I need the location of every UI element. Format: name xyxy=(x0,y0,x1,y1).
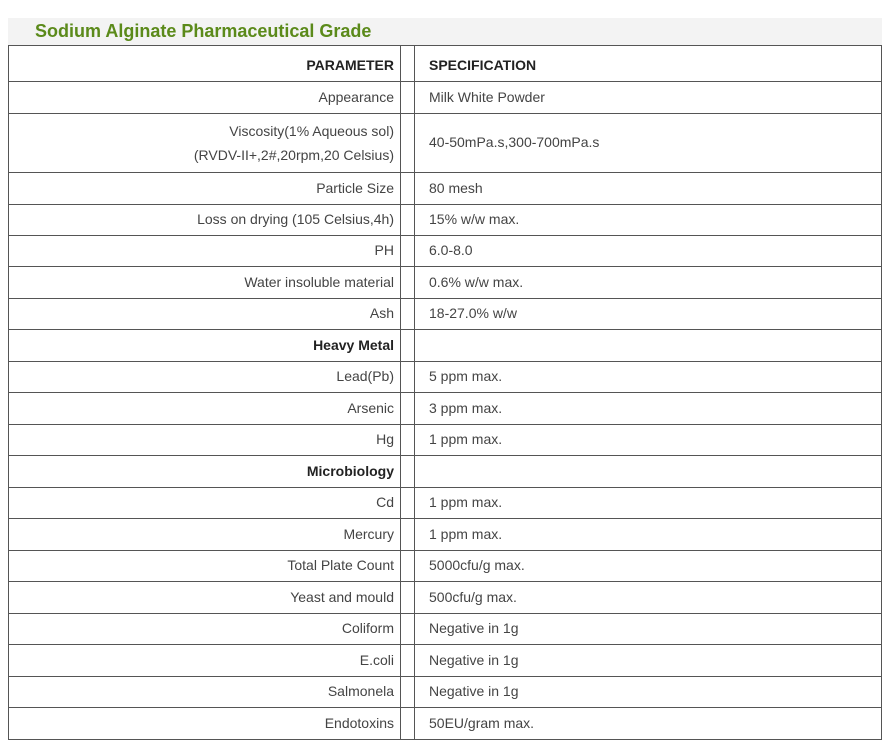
parameter-cell: Ash xyxy=(369,305,394,321)
parameter-cell: Cd xyxy=(376,494,394,510)
parameter-cell: Total Plate Count xyxy=(287,557,394,573)
table-row xyxy=(8,82,882,113)
parameter-header: PARAMETER xyxy=(306,57,394,73)
parameter-cell: Loss on drying (105 Celsius,4h) xyxy=(197,211,394,227)
specification-cell: Negative in 1g xyxy=(429,620,519,636)
specification-cell: 1 ppm max. xyxy=(429,526,503,542)
specification-cell: 18-27.0% w/w xyxy=(429,305,517,321)
specification-cell: 50EU/gram max. xyxy=(429,715,535,731)
table-row xyxy=(8,455,882,487)
table-row xyxy=(8,235,882,266)
parameter-cell: Microbiology xyxy=(306,463,394,479)
parameter-cell: Endotoxins xyxy=(324,715,394,731)
specification-cell: 5000cfu/g max. xyxy=(429,557,525,573)
specification-cell: 3 ppm max. xyxy=(429,400,503,416)
specification-cell: 40-50mPa.s,300-700mPa.s xyxy=(429,134,600,150)
parameter-cell: Water insoluble material xyxy=(244,274,394,290)
specification-cell: 15% w/w max. xyxy=(429,211,520,227)
parameter-cell: Particle Size xyxy=(316,180,394,196)
parameter-cell: Yeast and mould xyxy=(290,589,394,605)
table-row xyxy=(8,266,882,298)
table-row xyxy=(8,424,882,455)
specification-cell: 1 ppm max. xyxy=(429,494,503,510)
specification-cell: Negative in 1g xyxy=(429,652,519,668)
parameter-cell: PH xyxy=(374,242,394,258)
table-row xyxy=(8,613,882,644)
parameter-cell: Mercury xyxy=(343,526,394,542)
table-row xyxy=(8,644,882,676)
specification-cell: 500cfu/g max. xyxy=(429,589,517,605)
table-row xyxy=(8,707,882,739)
parameter-cell xyxy=(8,119,394,167)
table-row xyxy=(8,392,882,424)
parameter-line: Viscosity(1% Aqueous sol) xyxy=(229,123,394,139)
parameter-cell: Lead(Pb) xyxy=(336,368,394,384)
specification-cell: Milk White Powder xyxy=(429,89,545,105)
table-row xyxy=(8,487,882,518)
table-title: Sodium Alginate Pharmaceutical Grade xyxy=(35,21,372,41)
parameter-cell: E.coli xyxy=(359,652,394,668)
specification-cell: 0.6% w/w max. xyxy=(429,274,524,290)
specification-cell: 80 mesh xyxy=(429,180,483,196)
table-row xyxy=(8,361,882,392)
table-row xyxy=(8,518,882,550)
parameter-cell: Hg xyxy=(376,431,394,447)
table-row xyxy=(8,172,882,204)
table-title-bar xyxy=(8,18,882,46)
table-row xyxy=(8,204,882,235)
specification-cell: 5 ppm max. xyxy=(429,368,503,384)
specification-cell: 6.0-8.0 xyxy=(429,242,473,258)
parameter-cell: Salmonela xyxy=(327,683,394,699)
parameter-cell: Arsenic xyxy=(347,400,394,416)
table-row xyxy=(8,550,882,581)
table-row xyxy=(8,298,882,329)
specification-cell: 1 ppm max. xyxy=(429,431,503,447)
table-row xyxy=(8,676,882,707)
table-row xyxy=(8,113,882,172)
table-row xyxy=(8,581,882,613)
parameter-cell: Coliform xyxy=(341,620,394,636)
specification-header: SPECIFICATION xyxy=(429,57,537,73)
parameter-line: (RVDV-II+,2#,20rpm,20 Celsius) xyxy=(193,147,394,163)
parameter-cell: Heavy Metal xyxy=(313,337,394,353)
table-row xyxy=(8,329,882,361)
specification-cell: Negative in 1g xyxy=(429,683,519,699)
parameter-cell: Appearance xyxy=(318,89,394,105)
